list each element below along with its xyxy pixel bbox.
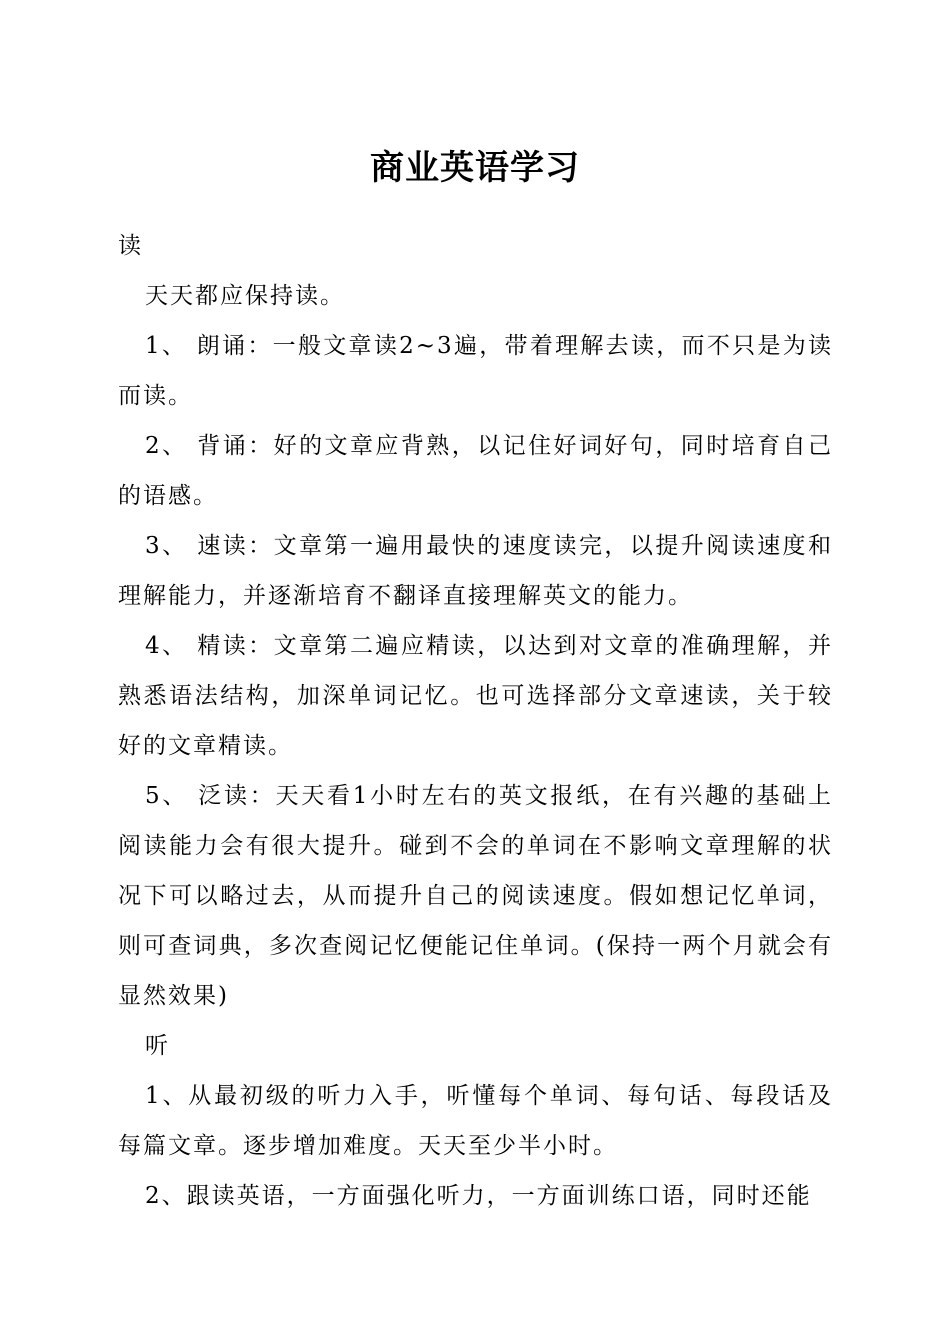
paragraph-item-5: 5、 泛读：天天看1小时左右的英文报纸，在有兴趣的基础上阅读能力会有很大提升。碰到不会的单词在不影响文章理解的状况下可以略过去，从而提升自己的阅读速度。假如想记忆单词，则可查词典，多次查阅记忆便能记住单词。(保持一两个月就会有显然效果): [118, 783, 833, 1009]
paragraph-intro: 天天都应保持读。: [145, 283, 345, 309]
document-body: [118, 221, 833, 1221]
paragraph-item-2: 2、 背诵：好的文章应背熟，以记住好词好句，同时培育自己的语感。: [118, 433, 833, 509]
document-title: 商业英语学习: [370, 148, 580, 188]
paragraph-item-1: 1、 朗诵：一般文章读2~3遍，带着理解去读，而不只是为读而读。: [118, 333, 833, 409]
paragraph-listen-2: 2、跟读英语，一方面强化听力，一方面训练口语，同时还能: [145, 1183, 812, 1209]
paragraph-item-4: 4、 精读：文章第二遍应精读，以达到对文章的准确理解，并熟悉语法结构，加深单词记忆。也可选择部分文章速读，关于较好的文章精读。: [118, 633, 833, 759]
paragraph-listen-1: 1、从最初级的听力入手，听懂每个单词、每句话、每段话及每篇文章。逐步增加难度。天天至少半小时。: [118, 1083, 833, 1159]
section-heading-read: 读: [118, 233, 143, 259]
paragraph-item-3: 3、 速读：文章第一遍用最快的速度读完，以提升阅读速度和理解能力，并逐渐培育不翻译直接理解英文的能力。: [118, 533, 833, 609]
section-heading-listen: 听: [145, 1033, 170, 1059]
